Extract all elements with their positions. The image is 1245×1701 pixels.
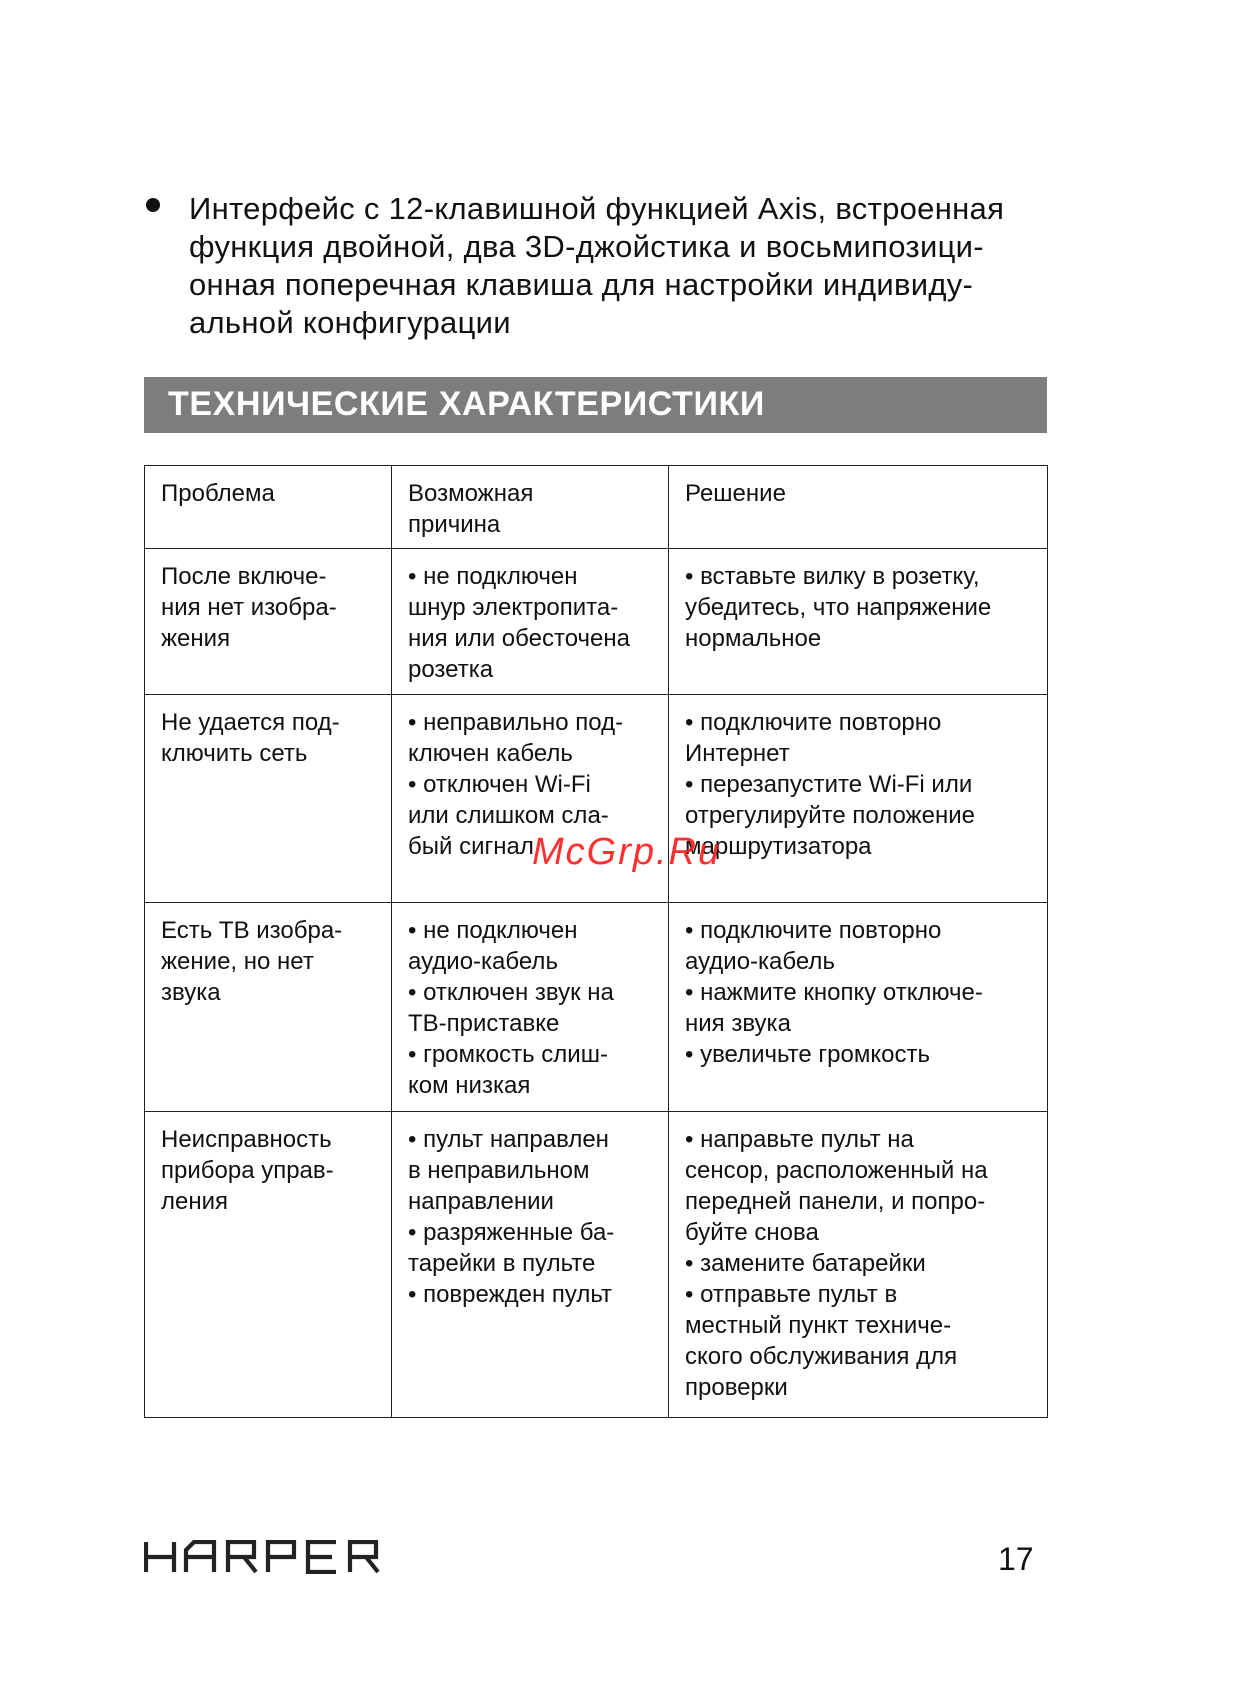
cell-line: нормальное bbox=[685, 625, 822, 652]
table-row bbox=[145, 549, 1048, 695]
header-cause bbox=[392, 466, 669, 549]
header-text: Проблема bbox=[161, 480, 275, 507]
cell-cause bbox=[392, 1112, 669, 1418]
cell-line: • неправильно под- bbox=[408, 709, 624, 736]
cell-line: • нажмите кнопку отключе- bbox=[685, 979, 983, 1006]
cell-line: • не подключен bbox=[408, 917, 578, 944]
cell-line: в неправильном bbox=[408, 1157, 590, 1184]
header-text: Возможная bbox=[408, 480, 534, 507]
table-row bbox=[145, 1112, 1048, 1418]
cell-line: аудио-кабель bbox=[685, 948, 835, 975]
cell-line: Неисправность bbox=[161, 1126, 332, 1153]
bullet-dot-icon bbox=[146, 198, 160, 212]
cell-line: ключен кабель bbox=[408, 740, 573, 767]
cell-cause bbox=[392, 903, 669, 1112]
bullet-line: альной конфигурации bbox=[189, 305, 511, 340]
cell-problem bbox=[145, 695, 392, 903]
cell-line: • разряженные ба- bbox=[408, 1219, 615, 1246]
cell-line: • отключен звук на bbox=[408, 979, 614, 1006]
cell-line: ния звука bbox=[685, 1010, 791, 1037]
cell-solution bbox=[669, 695, 1048, 903]
table-row bbox=[145, 903, 1048, 1112]
cell-line: ния нет изобра- bbox=[161, 594, 337, 621]
cell-line: жение, но нет bbox=[161, 948, 314, 975]
cell-line: • подключите повторно bbox=[685, 917, 942, 944]
cell-line: ского обслуживания для bbox=[685, 1343, 958, 1370]
cell-line: передней панели, и попро- bbox=[685, 1188, 986, 1215]
cell-line: отрегулируйте положение bbox=[685, 802, 975, 829]
harper-logo bbox=[144, 1540, 396, 1574]
section-banner bbox=[144, 377, 1047, 433]
cell-line: убедитесь, что напряжение bbox=[685, 594, 992, 621]
cell-line: Есть ТВ изобра- bbox=[161, 917, 343, 944]
cell-line: Не удается под- bbox=[161, 709, 340, 736]
header-problem bbox=[145, 466, 392, 549]
cell-line: • отправьте пульт в bbox=[685, 1281, 898, 1308]
cell-line: или слишком сла- bbox=[408, 802, 609, 829]
cell-line: • громкость слиш- bbox=[408, 1041, 608, 1068]
cell-line: Интернет bbox=[685, 740, 790, 767]
page-number: 17 bbox=[998, 1541, 1034, 1577]
cell-line: • перезапустите Wi-Fi или bbox=[685, 771, 973, 798]
cell-line: ТВ-приставке bbox=[408, 1010, 560, 1037]
cell-problem bbox=[145, 903, 392, 1112]
cell-solution bbox=[669, 549, 1048, 695]
cell-line: проверки bbox=[685, 1374, 788, 1401]
cell-solution bbox=[669, 903, 1048, 1112]
cell-line: жения bbox=[161, 625, 231, 652]
feature-bullet bbox=[146, 190, 1046, 342]
cell-line: • пульт направлен bbox=[408, 1126, 609, 1153]
bullet-line: функция двойной, два 3D-джойстика и восьмипозици- bbox=[189, 229, 984, 264]
watermark-text: McGrp.Ru bbox=[532, 831, 722, 873]
header-text: Решение bbox=[685, 480, 786, 507]
header-text: причина bbox=[408, 511, 501, 538]
cell-line: шнур электропита- bbox=[408, 594, 619, 621]
cell-line: буйте снова bbox=[685, 1219, 819, 1246]
cell-line: • поврежден пульт bbox=[408, 1281, 613, 1308]
cell-line: ключить сеть bbox=[161, 740, 308, 767]
cell-line: сенсор, расположенный на bbox=[685, 1157, 988, 1184]
cell-problem bbox=[145, 1112, 392, 1418]
cell-line: маршрутизатора bbox=[685, 833, 872, 860]
cell-line: • вставьте вилку в розетку, bbox=[685, 563, 980, 590]
table-header-row bbox=[145, 466, 1048, 549]
cell-line: • замените батарейки bbox=[685, 1250, 926, 1277]
cell-line: аудио-кабель bbox=[408, 948, 558, 975]
cell-line: • подключите повторно bbox=[685, 709, 942, 736]
cell-line: тарейки в пульте bbox=[408, 1250, 596, 1277]
cell-line: • увеличьте громкость bbox=[685, 1041, 930, 1068]
cell-line: • не подключен bbox=[408, 563, 578, 590]
cell-cause bbox=[392, 549, 669, 695]
troubleshooting-table bbox=[144, 465, 1048, 1418]
cell-line: ком низкая bbox=[408, 1072, 531, 1099]
cell-line: бый сигнал bbox=[408, 833, 534, 860]
cell-line: • направьте пульт на bbox=[685, 1126, 914, 1153]
cell-solution bbox=[669, 1112, 1048, 1418]
cell-line: ния или обесточена bbox=[408, 625, 630, 652]
section-title: ТЕХНИЧЕСКИЕ ХАРАКТЕРИСТИКИ bbox=[168, 385, 765, 423]
bullet-line: Интерфейс с 12-клавишной функцией Axis, встроенная bbox=[189, 191, 1005, 226]
cell-line: местный пункт техниче- bbox=[685, 1312, 952, 1339]
cell-line: розетка bbox=[408, 656, 494, 683]
feature-bullet-text bbox=[189, 190, 1046, 342]
cell-problem bbox=[145, 549, 392, 695]
cell-line: ления bbox=[161, 1188, 229, 1215]
bullet-line: онная поперечная клавиша для настройки индивиду- bbox=[189, 267, 974, 302]
cell-line: звука bbox=[161, 979, 221, 1006]
cell-line: направлении bbox=[408, 1188, 554, 1215]
cell-line: После включе- bbox=[161, 563, 327, 590]
header-solution bbox=[669, 466, 1048, 549]
cell-line: прибора управ- bbox=[161, 1157, 334, 1184]
cell-line: • отключен Wi-Fi bbox=[408, 771, 591, 798]
